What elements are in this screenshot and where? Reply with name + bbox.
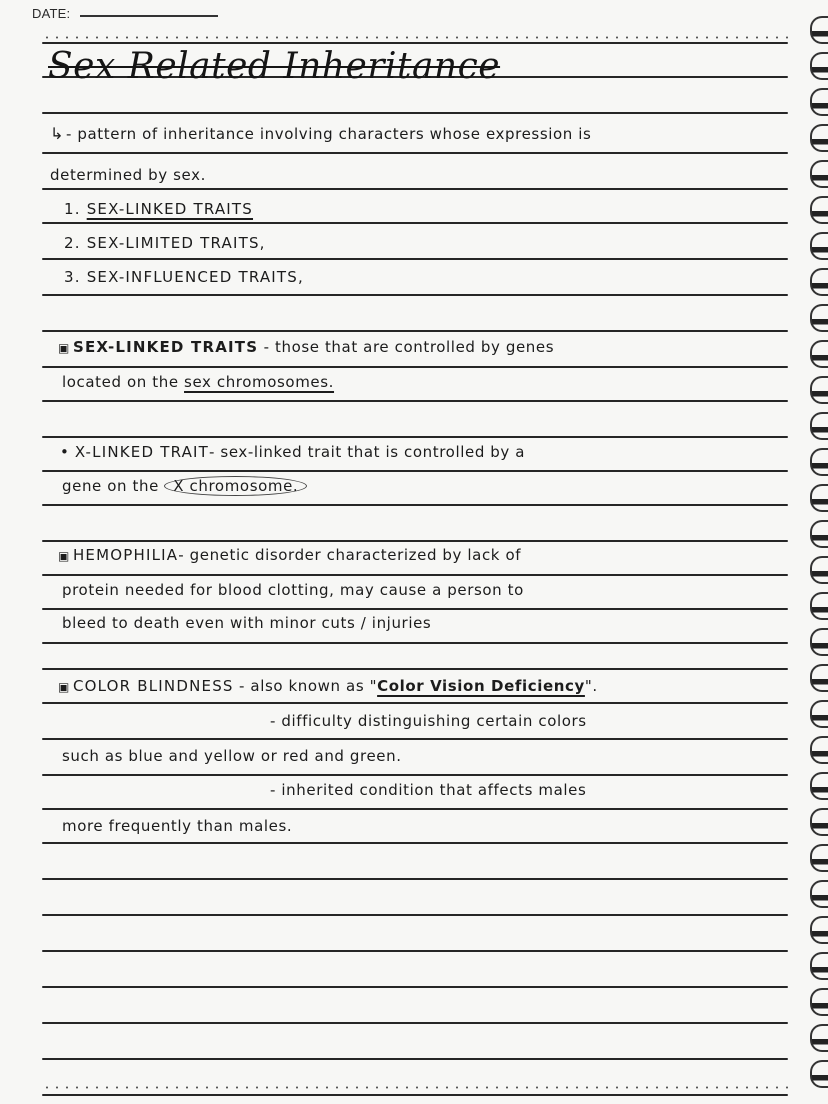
ruled-line (42, 1094, 788, 1096)
list-item: 3. SEX-INFLUENCED TRAITS, (64, 268, 304, 286)
page-title: Sex Related Inheritance (48, 46, 501, 87)
sex-linked-line-2: located on the sex chromosomes. (62, 373, 335, 391)
ruled-line (42, 702, 788, 704)
spiral-coil (810, 52, 828, 80)
ruled-line (42, 330, 788, 332)
ruled-line (42, 842, 788, 844)
ruled-line (42, 436, 788, 438)
ruled-line (42, 366, 788, 368)
section-heading: SEX-LINKED TRAITS (72, 338, 259, 356)
spiral-coil (810, 412, 828, 440)
bottom-dotted-line (42, 1086, 788, 1089)
spiral-coil (810, 448, 828, 476)
ruled-line (42, 540, 788, 542)
hemophilia-heading-line: ▣ HEMOPHILIA- genetic disorder characterized by lack of (58, 546, 522, 564)
color-blindness-heading-line: ▣ COLOR BLINDNESS - also known as "Color Vision Deficiency". (58, 677, 598, 695)
ruled-line (42, 152, 788, 154)
spiral-coil (810, 196, 828, 224)
color-blindness-line-3: such as blue and yellow or red and green. (62, 747, 402, 765)
ruled-line (42, 112, 788, 114)
spiral-coil (810, 1060, 828, 1088)
spiral-coil (810, 376, 828, 404)
color-blindness-line-2: - difficulty distinguishing certain colors (270, 712, 587, 730)
box-icon: ▣ (58, 549, 70, 563)
spiral-coil (810, 484, 828, 512)
color-blindness-line-5: more frequently than males. (62, 817, 293, 835)
ruled-line (42, 608, 788, 610)
hemophilia-line-3: bleed to death even with minor cuts / injuries (62, 614, 432, 632)
spiral-coil (810, 736, 828, 764)
section-heading: COLOR BLINDNESS (72, 677, 234, 695)
spiral-coil (810, 124, 828, 152)
arrow-icon: ↳ (50, 124, 65, 143)
spiral-coil (810, 232, 828, 260)
ruled-line (42, 878, 788, 880)
ruled-line (42, 470, 788, 472)
ruled-line (42, 986, 788, 988)
ruled-line (42, 1058, 788, 1060)
ruled-line (42, 574, 788, 576)
spiral-coil (810, 16, 828, 44)
spiral-coil (810, 772, 828, 800)
color-blindness-line-4: - inherited condition that affects males (270, 781, 587, 799)
list-item: 1. SEX-LINKED TRAITS (64, 200, 254, 218)
spiral-coil (810, 988, 828, 1016)
ruled-line (42, 42, 788, 44)
ruled-line (42, 668, 788, 670)
spiral-coil (810, 88, 828, 116)
spiral-binding (808, 0, 828, 1104)
list-item: 2. SEX-LIMITED TRAITS, (64, 234, 266, 252)
spiral-coil (810, 628, 828, 656)
spiral-coil (810, 160, 828, 188)
hemophilia-line-2: protein needed for blood clotting, may cause a person to (62, 581, 524, 599)
spiral-coil (810, 664, 828, 692)
ruled-line (42, 914, 788, 916)
spiral-coil (810, 700, 828, 728)
spiral-coil (810, 844, 828, 872)
spiral-coil (810, 880, 828, 908)
ruled-line (42, 258, 788, 260)
x-linked-heading-line: • X-LINKED TRAIT- sex-linked trait that is controlled by a (60, 443, 526, 461)
ruled-line (42, 222, 788, 224)
spiral-coil (810, 916, 828, 944)
date-label: DATE: (32, 6, 71, 21)
spiral-coil (810, 592, 828, 620)
definition-line-1: ↳ - pattern of inheritance involving characters whose expression is (50, 124, 592, 143)
spiral-coil (810, 952, 828, 980)
ruled-line (42, 950, 788, 952)
ruled-line (42, 774, 788, 776)
box-icon: ▣ (58, 680, 70, 694)
definition-line-2: determined by sex. (50, 166, 206, 184)
ruled-line (42, 294, 788, 296)
spiral-coil (810, 808, 828, 836)
spiral-coil (810, 1024, 828, 1052)
section-heading: HEMOPHILIA (72, 546, 179, 564)
ruled-line (42, 504, 788, 506)
date-field-line (80, 15, 218, 17)
ruled-line (42, 642, 788, 644)
spiral-coil (810, 520, 828, 548)
spiral-coil (810, 268, 828, 296)
ruled-line (42, 808, 788, 810)
sex-linked-heading-line: ▣ SEX-LINKED TRAITS - those that are controlled by genes (58, 338, 555, 356)
ruled-line (42, 1022, 788, 1024)
spiral-coil (810, 304, 828, 332)
x-linked-line-2: gene on the X chromosome. (62, 477, 307, 495)
ruled-line (42, 188, 788, 190)
ruled-line (42, 738, 788, 740)
top-dotted-line (42, 36, 788, 39)
box-icon: ▣ (58, 341, 70, 355)
section-heading: X-LINKED TRAIT (74, 443, 210, 461)
spiral-coil (810, 340, 828, 368)
spiral-coil (810, 556, 828, 584)
ruled-line (42, 400, 788, 402)
